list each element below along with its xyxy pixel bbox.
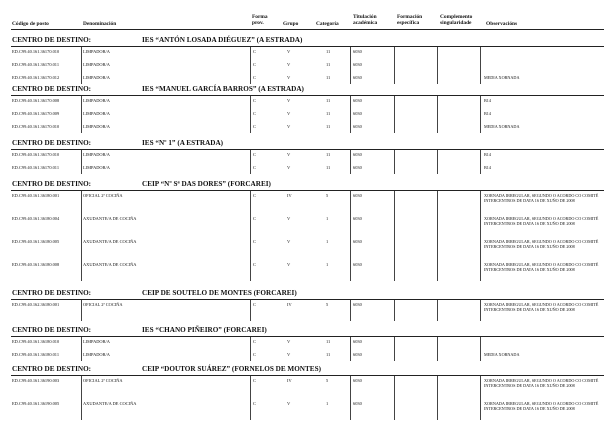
cell-observacions: XORNADA IRREGULAR, SEGUNDO O ACORDO CO COMITÉ INTERCENTROS DE DATA 16 DE XUÑO DE 2008 [484, 262, 599, 272]
header-grupo: Grupo [283, 21, 299, 27]
cell-code: ED.C99.40.161.36170.011 [12, 62, 60, 67]
cell-categoria: 11 [326, 124, 331, 129]
cell-denominacion: AXUDANTE/A DE COCIÑA [83, 216, 137, 221]
column-divider [250, 96, 251, 133]
cell-titulacion: 6030 [353, 193, 362, 198]
header-formacion-2: específica [397, 20, 420, 26]
cell-categoria: 1 [326, 239, 329, 244]
column-divider [437, 300, 438, 321]
cell-forma: C [253, 262, 256, 267]
cell-titulacion: 6030 [353, 111, 362, 116]
column-divider [81, 150, 82, 174]
cell-categoria: 11 [326, 62, 331, 67]
cell-categoria: 5 [326, 302, 329, 307]
header-denominacion: Denominación [83, 21, 117, 27]
cell-code: ED.C99.40.161.36180.010 [12, 339, 60, 344]
cell-denominacion: LIMPADOR/A [83, 152, 110, 157]
cell-denominacion: OFICIAL 2ª COCIÑA [83, 193, 123, 198]
cell-observacions: B14 [484, 152, 491, 157]
column-divider [350, 337, 351, 361]
centre-label: CENTRO DE DESTINO: [12, 365, 92, 373]
centre-rule [11, 336, 604, 337]
cell-forma: C [253, 49, 256, 54]
cell-code: ED.C99.40.161.36180.004 [12, 216, 60, 221]
cell-categoria: 11 [326, 98, 331, 103]
cell-denominacion: AXUDANTE/A DE COCIÑA [83, 401, 137, 406]
column-divider [437, 150, 438, 174]
cell-grupo: V [287, 401, 291, 406]
cell-denominacion: LIMPADOR/A [83, 339, 110, 344]
cell-titulacion: 6030 [353, 239, 362, 244]
cell-categoria: 11 [326, 352, 331, 357]
cell-categoria: 5 [326, 378, 329, 383]
header-formacion-1: Formación [397, 14, 423, 20]
cell-grupo: V [287, 352, 291, 357]
cell-denominacion: LIMPADOR/A [83, 124, 110, 129]
cell-grupo: V [287, 98, 291, 103]
cell-observacions: XORNADA IRREGULAR, SEGUNDO O ACORDO CO COMITÉ INTERCENTROS DE DATA 16 DE XUÑO DE 2008 [484, 239, 599, 249]
cell-titulacion: 6030 [353, 152, 362, 157]
column-divider [81, 191, 82, 281]
cell-forma: C [253, 216, 256, 221]
cell-grupo: V [287, 111, 291, 116]
cell-forma: C [253, 98, 256, 103]
column-divider [437, 376, 438, 420]
cell-forma: C [253, 165, 256, 170]
cell-titulacion: 6030 [353, 339, 362, 344]
cell-forma: C [253, 401, 256, 406]
cell-observacions: MEDIA XORNADA [484, 124, 520, 129]
cell-observacions: MEDIA XORNADA [484, 75, 520, 80]
column-divider [250, 376, 251, 420]
centre-rule [11, 46, 604, 47]
centre-name: CEIP DE SOUTELO DE MONTES (FORCAREI) [142, 289, 297, 297]
cell-denominacion: LIMPADOR/A [83, 111, 110, 116]
cell-titulacion: 6030 [353, 62, 362, 67]
cell-titulacion: 6030 [353, 352, 362, 357]
cell-titulacion: 6030 [353, 124, 362, 129]
centre-name: IES “CHANO PIÑEIRO” (FORCAREI) [142, 326, 267, 334]
cell-grupo: V [287, 152, 291, 157]
cell-forma: C [253, 352, 256, 357]
cell-code: ED.C99.40.161.36170.008 [12, 98, 60, 103]
cell-forma: C [253, 62, 256, 67]
column-divider [437, 96, 438, 133]
cell-categoria: 11 [326, 165, 331, 170]
column-divider [250, 150, 251, 174]
centre-name: IES “MANUEL GARCÍA BARROS” (A ESTRADA) [142, 85, 304, 93]
column-divider [480, 96, 481, 133]
column-divider [81, 376, 82, 420]
centre-rule [11, 95, 604, 96]
column-divider [437, 47, 438, 84]
cell-grupo: IV [287, 193, 292, 198]
column-divider [394, 191, 395, 281]
cell-categoria: 11 [326, 49, 331, 54]
cell-code: ED.C99.40.161.36170.009 [12, 111, 60, 116]
centre-label: CENTRO DE DESTINO: [12, 289, 92, 297]
centre-rule [11, 190, 604, 191]
cell-titulacion: 6030 [353, 75, 362, 80]
cell-denominacion: LIMPADOR/A [83, 98, 110, 103]
column-divider [81, 47, 82, 84]
column-divider [480, 191, 481, 281]
cell-observacions: XORNADA IRREGULAR, SEGUNDO O ACORDO CO COMITÉ INTERCENTROS DE DATA 16 DE XUÑO DE 2008 [484, 216, 599, 226]
cell-forma: C [253, 75, 256, 80]
column-divider [480, 376, 481, 420]
header-codigo: Código de posto [12, 21, 49, 27]
cell-code: ED.C99.40.161.36170.010 [12, 152, 60, 157]
header-titulacion-1: Titulación [353, 14, 377, 20]
cell-observacions: XORNADA IRREGULAR, SEGUNDO O ACORDO CO COMITÉ INTERCENTROS DE DATA 16 DE XUÑO DE 2008 [484, 378, 599, 388]
column-divider [350, 376, 351, 420]
cell-forma: C [253, 239, 256, 244]
cell-categoria: 11 [326, 111, 331, 116]
column-divider [480, 337, 481, 361]
column-divider [394, 96, 395, 133]
cell-titulacion: 6030 [353, 302, 362, 307]
column-divider [350, 191, 351, 281]
cell-observacions: B14 [484, 111, 491, 116]
cell-grupo: V [287, 62, 291, 67]
cell-denominacion: AXUDANTE/A DE COCIÑA [83, 239, 137, 244]
column-divider [350, 300, 351, 321]
header-complemento-2: singularidade [440, 20, 472, 26]
cell-forma: C [253, 111, 256, 116]
cell-grupo: V [287, 239, 291, 244]
cell-grupo: V [287, 216, 291, 221]
centre-name: CEIP “DOUTOR SUÁREZ” (FORNELOS DE MONTES) [142, 365, 321, 373]
cell-observacions: B14 [484, 165, 491, 170]
column-divider [437, 191, 438, 281]
cell-code: ED.C99.40.161.36190.005 [12, 401, 60, 406]
cell-forma: C [253, 124, 256, 129]
cell-code: ED.C99.40.161.36180.005 [12, 239, 60, 244]
cell-denominacion: LIMPADOR/A [83, 62, 110, 67]
cell-grupo: IV [287, 378, 292, 383]
cell-titulacion: 6030 [353, 262, 362, 267]
column-divider [437, 337, 438, 361]
centre-name: IES “Nº 1” (A ESTRADA) [142, 139, 224, 147]
cell-code: ED.C99.40.161.36180.011 [12, 352, 60, 357]
column-divider [250, 300, 251, 321]
centre-label: CENTRO DE DESTINO: [12, 36, 92, 44]
cell-grupo: V [287, 49, 291, 54]
cell-categoria: 5 [326, 193, 329, 198]
column-divider [394, 300, 395, 321]
column-divider [81, 300, 82, 321]
cell-titulacion: 6030 [353, 378, 362, 383]
cell-grupo: V [287, 75, 291, 80]
cell-observacions: XORNADA IRREGULAR, SEGUNDO O ACORDO CO COMITÉ INTERCENTROS DE DATA 16 DE XUÑO DE 2008 [484, 193, 599, 203]
header-observacions: Observacións [486, 21, 518, 27]
cell-code: ED.C99.40.162.36180.001 [12, 302, 60, 307]
cell-categoria: 1 [326, 216, 329, 221]
cell-denominacion: LIMPADOR/A [83, 165, 110, 170]
column-divider [350, 150, 351, 174]
column-divider [81, 96, 82, 133]
column-divider [250, 337, 251, 361]
cell-observacions: XORNADA IRREGULAR, SEGUNDO O ACORDO CO COMITÉ INTERCENTROS DE DATA 16 DE XUÑO DE 2008 [484, 401, 599, 411]
cell-denominacion: LIMPADOR/A [83, 75, 110, 80]
cell-forma: C [253, 193, 256, 198]
column-divider [394, 337, 395, 361]
header-complemento-1: Complemento [440, 14, 473, 20]
column-divider [350, 47, 351, 84]
cell-categoria: 1 [326, 401, 329, 406]
column-divider [250, 47, 251, 84]
column-divider [250, 191, 251, 281]
cell-titulacion: 6030 [353, 165, 362, 170]
header-rule [11, 29, 604, 30]
cell-titulacion: 6030 [353, 49, 362, 54]
cell-observacions: XORNADA IRREGULAR, SEGUNDO O ACORDO CO COMITÉ INTERCENTROS DE DATA 16 DE XUÑO DE 2008 [484, 302, 599, 312]
header-categoria: Categoría [316, 21, 339, 27]
cell-grupo: V [287, 124, 291, 129]
cell-code: ED.C99.40.161.36170.011 [12, 165, 60, 170]
cell-code: ED.C99.40.161.36180.001 [12, 193, 60, 198]
centre-label: CENTRO DE DESTINO: [12, 326, 92, 334]
centre-label: CENTRO DE DESTINO: [12, 180, 92, 188]
column-divider [394, 150, 395, 174]
cell-forma: C [253, 378, 256, 383]
centre-name: IES “ANTÓN LOSADA DIÉGUEZ” (A ESTRADA) [142, 36, 303, 44]
column-divider [480, 150, 481, 174]
cell-grupo: V [287, 339, 291, 344]
header-forma-2: prov. [252, 20, 264, 26]
cell-grupo: V [287, 165, 291, 170]
header-forma-1: Forma [252, 14, 268, 20]
column-divider [350, 96, 351, 133]
cell-categoria: 1 [326, 262, 329, 267]
cell-grupo: V [287, 262, 291, 267]
cell-titulacion: 6030 [353, 98, 362, 103]
cell-denominacion: AXUDANTE/A DE COCIÑA [83, 262, 137, 267]
cell-forma: C [253, 152, 256, 157]
centre-label: CENTRO DE DESTINO: [12, 85, 92, 93]
cell-code: ED.C99.40.161.36170.010 [12, 49, 60, 54]
cell-observacions: B14 [484, 98, 491, 103]
cell-code: ED.C99.40.161.36190.003 [12, 378, 60, 383]
cell-forma: C [253, 339, 256, 344]
column-divider [394, 47, 395, 84]
cell-categoria: 11 [326, 339, 331, 344]
centre-rule [11, 299, 604, 300]
cell-code: ED.C99.40.161.36180.008 [12, 262, 60, 267]
centre-label: CENTRO DE DESTINO: [12, 139, 92, 147]
cell-titulacion: 6030 [353, 216, 362, 221]
cell-denominacion: OFICIAL 2ª COCIÑA [83, 302, 123, 307]
centre-name: CEIP “Nº Sª DAS DORES” (FORCAREI) [142, 180, 271, 188]
column-divider [81, 337, 82, 361]
column-divider [480, 47, 481, 84]
cell-titulacion: 6030 [353, 401, 362, 406]
cell-categoria: 11 [326, 75, 331, 80]
column-divider [480, 300, 481, 321]
centre-rule [11, 149, 604, 150]
cell-denominacion: LIMPADOR/A [83, 352, 110, 357]
cell-categoria: 11 [326, 152, 331, 157]
cell-denominacion: LIMPADOR/A [83, 49, 110, 54]
cell-code: ED.C99.40.161.36170.012 [12, 75, 60, 80]
header-titulacion-2: académica [353, 20, 378, 26]
cell-code: ED.C99.40.161.36170.010 [12, 124, 60, 129]
cell-forma: C [253, 302, 256, 307]
column-divider [394, 376, 395, 420]
centre-rule [11, 375, 604, 376]
cell-denominacion: OFICIAL 2ª COCIÑA [83, 378, 123, 383]
cell-observacions: MEDIA XORNADA [484, 352, 520, 357]
cell-grupo: IV [287, 302, 292, 307]
